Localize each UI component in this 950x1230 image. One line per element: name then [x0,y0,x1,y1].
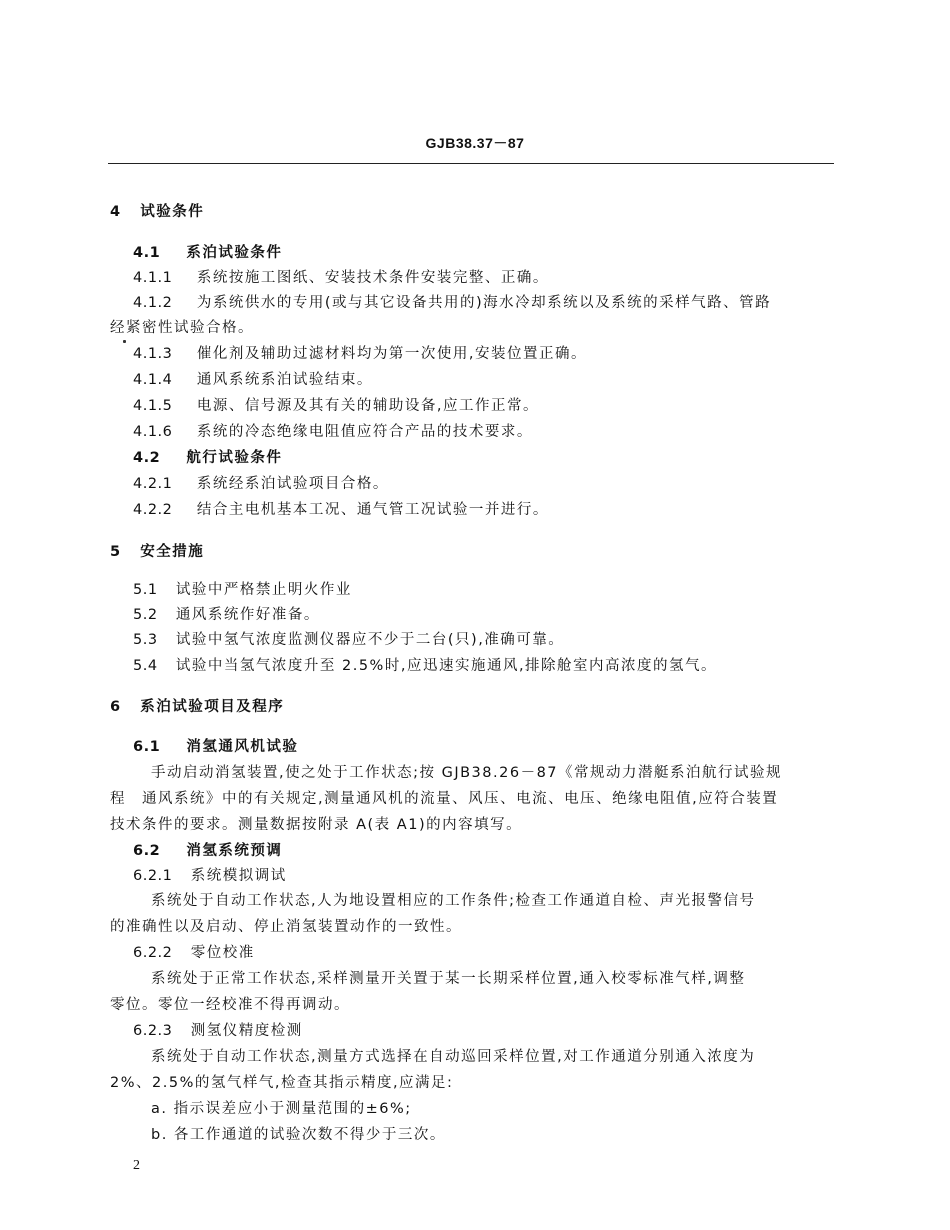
clause-4-1-2-cont: 经紧密性试验合格。 [110,320,254,336]
header-rule [108,163,834,164]
paragraph-6-2-1-line-1: 系统处于自动工作状态,人为地设置相应的工作条件;检查工作通道自检、声光报警信号 [151,893,756,909]
page-header-code: GJB38.37－87 [425,135,525,151]
clause-4-2-1: 4.2.1 系统经系泊试验项目合格。 [133,476,389,492]
subsection-4-1-heading: 4.1 系泊试验条件 [133,245,283,261]
clause-4-2-2: 4.2.2 结合主电机基本工况、通气管工况试验一并进行。 [133,502,549,518]
clause-4-1-6: 4.1.6 系统的冷态绝缘电阻值应符合产品的技术要求。 [133,424,533,440]
clause-5-1: 5.1 试验中严格禁止明火作业 [133,582,352,598]
page-number: 2 [133,1158,140,1173]
clause-5-3: 5.3 试验中氢气浓度监测仪器应不少于二台(只),准确可靠。 [133,632,565,648]
list-item-b: b. 各工作通道的试验次数不得少于三次。 [151,1127,446,1143]
paragraph-6-2-2-line-2: 零位。零位一经校准不得再调动。 [110,997,350,1013]
clause-4-1-1: 4.1.1 系统按施工图纸、安装技术条件安装完整、正确。 [133,270,549,286]
paragraph-6-2-2-line-1: 系统处于正常工作状态,采样测量开关置于某一长期采样位置,通入校零标准气样,调整 [151,971,746,987]
subsection-6-2-heading: 6.2 消氢系统预调 [133,843,283,859]
section-6-heading: 6 系泊试验项目及程序 [110,699,285,715]
subsection-6-1-heading: 6.1 消氢通风机试验 [133,739,299,755]
clause-4-1-4: 4.1.4 通风系统系泊试验结束。 [133,372,373,388]
paragraph-6-2-1-line-2: 的准确性以及启动、停止消氢装置动作的一致性。 [110,919,462,935]
paragraph-6-1-line-2: 程 通风系统》中的有关规定,测量通风机的流量、风压、电流、电压、绝缘电阻值,应符合装置 [110,791,779,807]
clause-5-2: 5.2 通风系统作好准备。 [133,607,320,623]
clause-5-4: 5.4 试验中当氢气浓度升至 2.5%时,应迅速实施通风,排除舱室内高浓度的氢气。 [133,658,718,674]
scan-mark [123,340,126,343]
section-4-heading: 4 试验条件 [110,204,205,220]
subsection-4-2-heading: 4.2 航行试验条件 [133,450,283,466]
list-item-a: a. 指示误差应小于测量范围的±6%; [151,1101,412,1117]
clause-4-1-2: 4.1.2 为系统供水的专用(或与其它设备共用的)海水冷却系统以及系统的采样气路、管路 [133,295,772,311]
section-5-heading: 5 安全措施 [110,544,205,560]
paragraph-6-2-3-line-1: 系统处于自动工作状态,测量方式选择在自动巡回采样位置,对工作通道分别通入浓度为 [151,1049,756,1065]
clause-4-1-3: 4.1.3 催化剂及辅助过滤材料均为第一次使用,安装位置正确。 [133,346,587,362]
clause-6-2-2-heading: 6.2.2 零位校准 [133,945,255,961]
paragraph-6-2-3-line-2: 2%、2.5%的氢气样气,检查其指示精度,应满足: [110,1075,454,1091]
clause-4-1-5: 4.1.5 电源、信号源及其有关的辅助设备,应工作正常。 [133,398,539,414]
clause-6-2-3-heading: 6.2.3 测氢仪精度检测 [133,1023,303,1039]
clause-6-2-1-heading: 6.2.1 系统模拟调试 [133,868,287,884]
paragraph-6-1-line-3: 技术条件的要求。测量数据按附录 A(表 A1)的内容填写。 [110,817,523,833]
paragraph-6-1-line-1: 手动启动消氢装置,使之处于工作状态;按 GJB38.26－87《常规动力潜艇系泊航行试验规 [151,765,783,781]
